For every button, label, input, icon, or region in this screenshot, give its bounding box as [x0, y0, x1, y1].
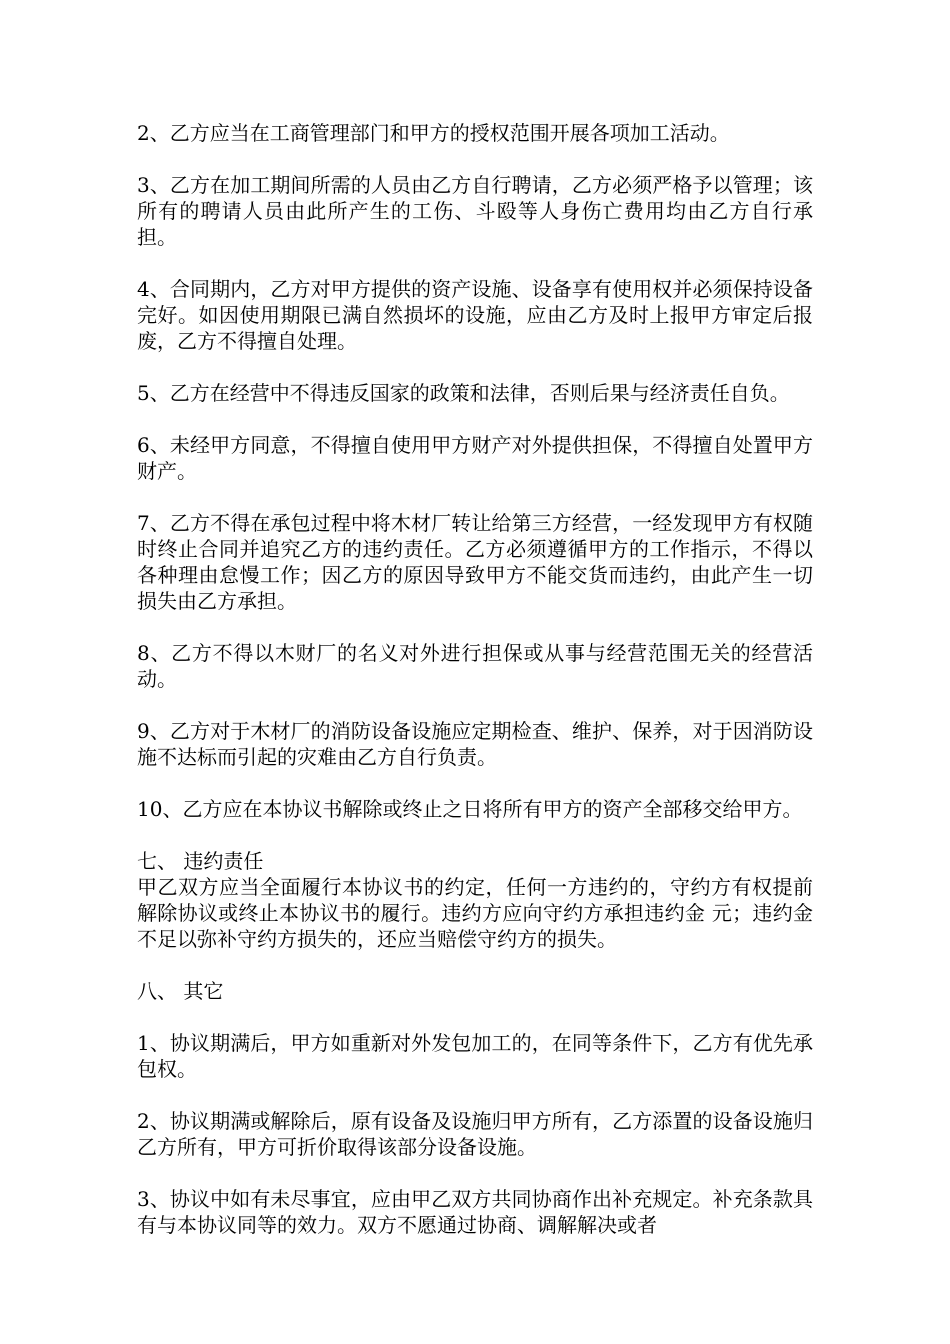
clause-8-1: 1、协议期满后，甲方如重新对外发包加工的，在同等条件下，乙方有优先承包权。: [137, 1031, 813, 1081]
clause-6-6: 6、未经甲方同意，不得擅自使用甲方财产对外提供担保，不得擅自处置甲方财产。: [137, 433, 813, 483]
clause-6-3: 3、乙方在加工期间所需的人员由乙方自行聘请，乙方必须严格予以管理；该所有的聘请人员由此所产生的工伤、斗殴等人身伤亡费用均由乙方自行承担。: [137, 173, 813, 249]
clause-6-7: 7、乙方不得在承包过程中将木材厂转让给第三方经营，一经发现甲方有权随时终止合同并追究乙方的违约责任。乙方必须遵循甲方的工作指示，不得以各种理由怠慢工作；因乙方的原因导致甲方不能交货而违约，由此产生一切损失由乙方承担。: [137, 511, 813, 613]
clause-6-4: 4、合同期内，乙方对甲方提供的资产设施、设备享有使用权并必须保持设备完好。如因使用期限已满自然损坏的设施，应由乙方及时上报甲方审定后报废，乙方不得擅自处理。: [137, 277, 813, 353]
clause-6-2: 2、乙方应当在工商管理部门和甲方的授权范围开展各项加工活动。: [137, 121, 730, 145]
section-7-heading: 七、 违约责任: [137, 849, 264, 873]
clause-8-2: 2、协议期满或解除后，原有设备及设施归甲方所有，乙方添置的设备设施归乙方所有，甲方可折价取得该部分设备设施。: [137, 1109, 813, 1159]
section-7-body: 甲乙双方应当全面履行本协议书的约定，任何一方违约的，守约方有权提前解除协议或终止本协议书的履行。违约方应向守约方承担违约金 元；违约金不足以弥补守约方损失的，还应当赔偿守约方的损失。: [137, 875, 813, 951]
clause-8-3: 3、协议中如有未尽事宜，应由甲乙双方共同协商作出补充规定。补充条款具有与本协议同等的效力。双方不愿通过协商、调解解决或者: [137, 1187, 813, 1237]
section-8-heading: 八、 其它: [137, 979, 224, 1003]
document-page: [137, 120, 813, 1238]
clause-6-8: 8、乙方不得以木财厂的名义对外进行担保或从事与经营范围无关的经营活动。: [137, 641, 813, 691]
clause-6-5: 5、乙方在经营中不得违反国家的政策和法律，否则后果与经济责任自负。: [137, 381, 790, 405]
clause-6-9: 9、乙方对于木材厂的消防设备设施应定期检查、维护、保养，对于因消防设施不达标而引起的灾难由乙方自行负责。: [137, 719, 813, 769]
clause-6-10: 10、乙方应在本协议书解除或终止之日将所有甲方的资产全部移交给甲方。: [137, 797, 803, 821]
